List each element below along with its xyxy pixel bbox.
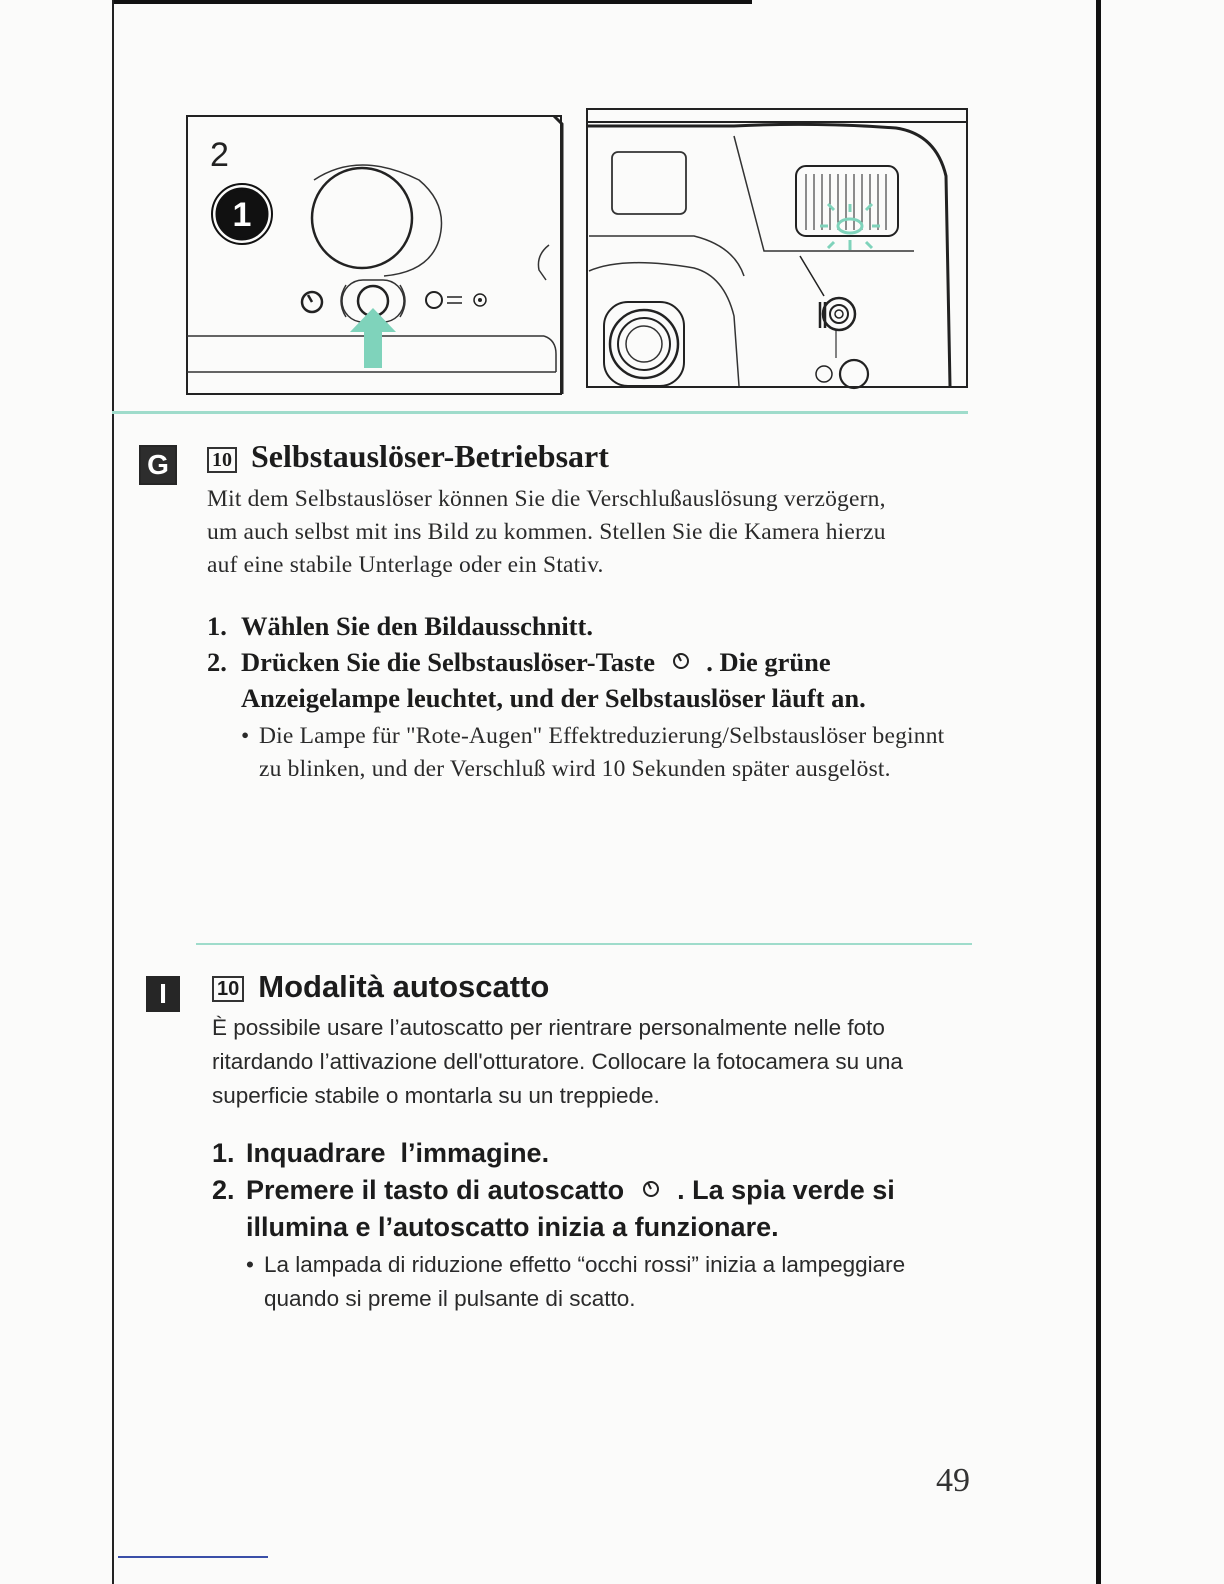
lamp-blink-icon	[820, 204, 880, 250]
press-arrow-icon	[350, 308, 396, 368]
german-title: Selbstauslöser-Betriebsart	[251, 438, 609, 474]
illustration-self-timer-lamp	[584, 106, 970, 390]
italian-step-2	[212, 1172, 998, 1246]
italian-title: Modalità autoscatto	[258, 969, 550, 1004]
page-bottom-edge	[118, 1556, 268, 1558]
camera-front-drawing	[584, 106, 970, 390]
step-label: 2	[210, 136, 229, 174]
illustration-self-timer-button	[184, 110, 566, 398]
german-step-2	[207, 644, 966, 716]
camera-top-drawing	[184, 110, 566, 398]
self-timer-icon	[302, 292, 322, 312]
german-title-row	[207, 438, 967, 475]
step-number: 2.	[207, 647, 227, 677]
german-intro: Mit dem Selbstauslöser können Sie die Verschlußauslösung verzögern, um auch selbst mit ins Bild zu kommen. Stellen Sie die Kamera hierzu auf eine stabile Unterlage oder ein Stativ.	[207, 486, 886, 578]
callout-number: 1	[232, 196, 252, 234]
page-right-edge	[1096, 0, 1101, 1584]
language-tag-i: I	[146, 976, 180, 1012]
section-german	[207, 438, 967, 786]
step-text: Premere il tasto di autoscatto	[246, 1175, 625, 1205]
section-divider-g	[112, 411, 968, 414]
self-timer-icon	[640, 1172, 662, 1209]
step-number: 2.	[212, 1175, 235, 1205]
page-number: 49	[936, 1462, 970, 1499]
step-text-cont: . La spia verde si illumina e l’autoscatto inizia a funzionare.	[246, 1175, 895, 1242]
bullet: •	[241, 723, 250, 749]
italian-step-1	[212, 1135, 972, 1172]
section-divider-i	[196, 943, 972, 945]
step-text-cont: . Die grüne Anzeigelampe leuchtet, und der Selbstauslöser läuft an.	[241, 647, 866, 713]
step-text: Inquadrare l’immagine.	[246, 1138, 550, 1168]
italian-title-row	[212, 969, 972, 1005]
step-number: 1.	[212, 1138, 235, 1168]
step-text: Drücken Sie die Selbstauslöser-Taste	[241, 647, 655, 677]
self-timer-mode-icon: 10	[212, 976, 244, 1002]
step-text: Wählen Sie den Bildausschnitt.	[241, 611, 593, 641]
language-tag-g: G	[139, 445, 177, 485]
section-italian	[212, 969, 972, 1316]
note-text: La lampada di riduzione effetto “occhi rossi” inizia a lampeggiare quando si preme il pulsante di scatto.	[264, 1252, 906, 1311]
german-note	[241, 720, 959, 786]
bullet: •	[246, 1252, 254, 1277]
note-text: Die Lampe für "Rote-Augen" Effektreduzierung/Selbstauslöser beginnt zu blinken, und der Verschluß wird 10 Sekunden später ausgelöst.	[259, 723, 945, 782]
self-timer-icon	[670, 644, 692, 680]
page-left-edge	[112, 0, 114, 1584]
italian-intro: È possibile usare l’autoscatto per rientrare personalmente nelle foto ritardando l’attivazione dell'otturatore. Collocare la fotocamera su una superficie stabile o montarla su un treppiede.	[212, 1015, 903, 1108]
italian-note	[246, 1248, 944, 1316]
step-number: 1.	[207, 611, 227, 641]
self-timer-mode-icon: 10	[207, 447, 237, 473]
german-step-1	[207, 608, 967, 644]
page-top-edge	[112, 0, 752, 4]
